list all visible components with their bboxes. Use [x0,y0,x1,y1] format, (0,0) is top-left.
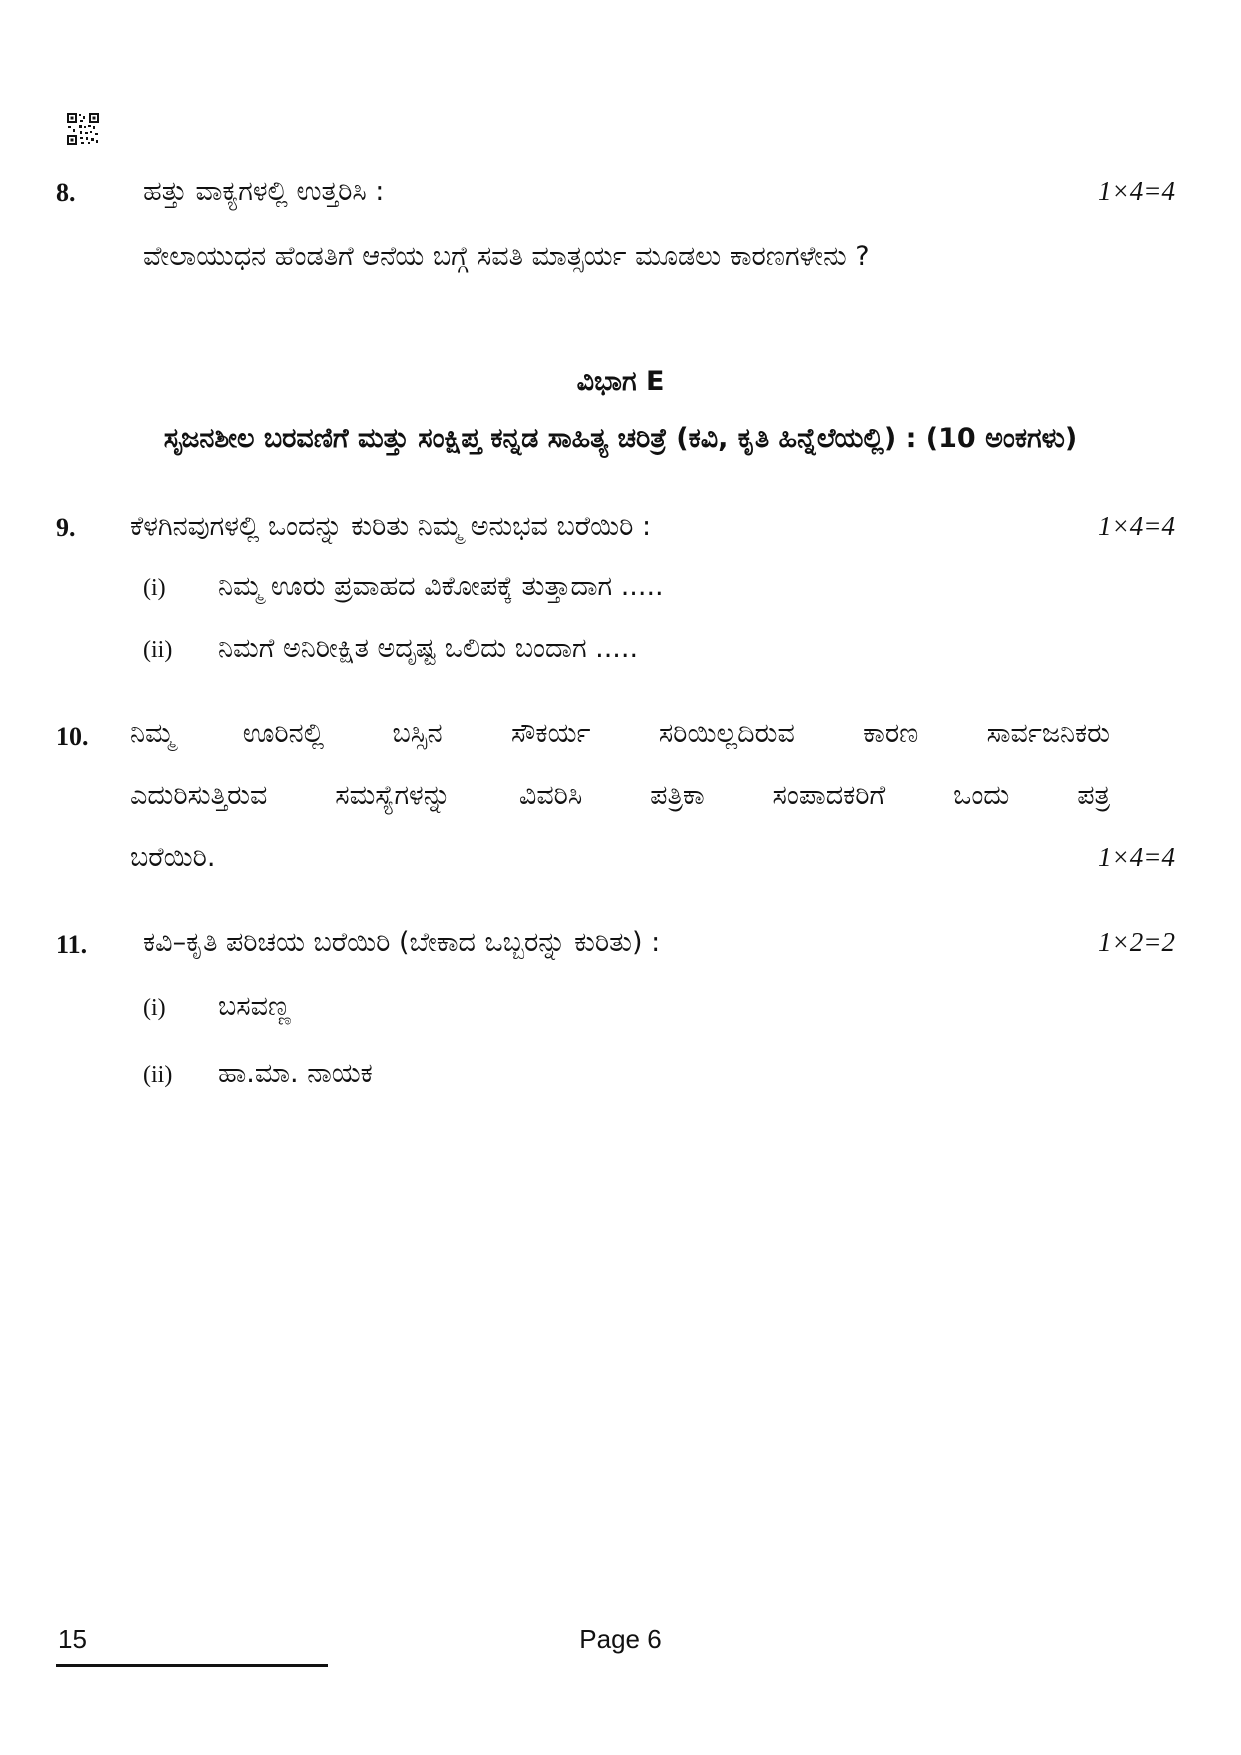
q11-marks: 1×2=2 [1098,927,1175,957]
section-subtitle: ಸೃಜನಶೀಲ ಬರವಣಿಗೆ ಮತ್ತು ಸಂಕ್ಷಿಪ್ತ ಕನ್ನಡ ಸಾಹಿತ್ಯ ಚರಿತ್ರೆ (ಕವಿ, ಕೃತಿ ಹಿನ್ನೆಲೆಯಲ್ಲಿ) : (10 ಅಂಕಗಳು) [163,423,1078,454]
q8-number: 8. [56,178,76,207]
q9-marks: 1×4=4 [1098,511,1175,541]
q11-option-text: ಹಾ.ಮಾ. ನಾಯಕ [218,1058,373,1089]
q10-marks: 1×4=4 [1098,842,1175,872]
q10-line1: ನಿಮ್ಮ ಊರಿನಲ್ಲಿ ಬಸ್ಸಿನ ಸೌಕರ್ಯ ಸರಿಯಿಲ್ಲದಿರುವ ಕಾರಣ ಸಾರ್ವಜನಿಕರು [130,718,1110,749]
q9-option-label: (ii) [143,637,173,663]
q9-instruction: ಕೆಳಗಿನವುಗಳಲ್ಲಿ ಒಂದನ್ನು ಕುರಿತು ನಿಮ್ಮ ಅನುಭವ ಬರೆಯಿರಿ : [130,511,652,542]
q11-option-label: (ii) [143,1062,173,1088]
footer-code: 15 [58,1624,87,1654]
footer-rule [56,1664,328,1667]
footer-page-number: Page 6 [579,1624,662,1654]
q9-number: 9. [56,513,76,542]
q9-option-label: (i) [143,575,166,601]
section-title: ವಿಭಾಗ E [576,366,665,397]
qr-code [66,112,100,146]
q9-option-text: ನಿಮಗೆ ಅನಿರೀಕ್ಷಿತ ಅದೃಷ್ಟ ಒಲಿದು ಬಂದಾಗ ..... [218,633,639,664]
q10-number: 10. [56,722,89,751]
q10-line2: ಎದುರಿಸುತ್ತಿರುವ ಸಮಸ್ಯೆಗಳನ್ನು ವಿವರಿಸಿ ಪತ್ರಿಕಾ ಸಂಪಾದಕರಿಗೆ ಒಂದು ಪತ್ರ [130,780,1110,811]
q11-option-text: ಬಸವಣ್ಣ [218,991,291,1022]
q8-question: ವೇಲಾಯುಧನ ಹೆಂಡತಿಗೆ ಆನೆಯ ಬಗ್ಗೆ ಸವತಿ ಮಾತ್ಸರ್ಯ ಮೂಡಲು ಕಾರಣಗಳೇನು ? [143,241,870,272]
q10-line3: ಬರೆಯಿರಿ. [130,842,216,873]
q11-option-label: (i) [143,995,166,1021]
q8-instruction: ಹತ್ತು ವಾಕ್ಯಗಳಲ್ಲಿ ಉತ್ತರಿಸಿ : [143,176,385,207]
q11-number: 11. [56,930,88,959]
q11-instruction: ಕವಿ–ಕೃತಿ ಪರಿಚಯ ಬರೆಯಿರಿ (ಬೇಕಾದ ಒಬ್ಬರನ್ನು ಕುರಿತು) : [143,927,661,958]
q9-option-text: ನಿಮ್ಮ ಊರು ಪ್ರವಾಹದ ವಿಕೋಪಕ್ಕೆ ತುತ್ತಾದಾಗ ..... [218,571,664,602]
q8-marks: 1×4=4 [1098,176,1175,206]
